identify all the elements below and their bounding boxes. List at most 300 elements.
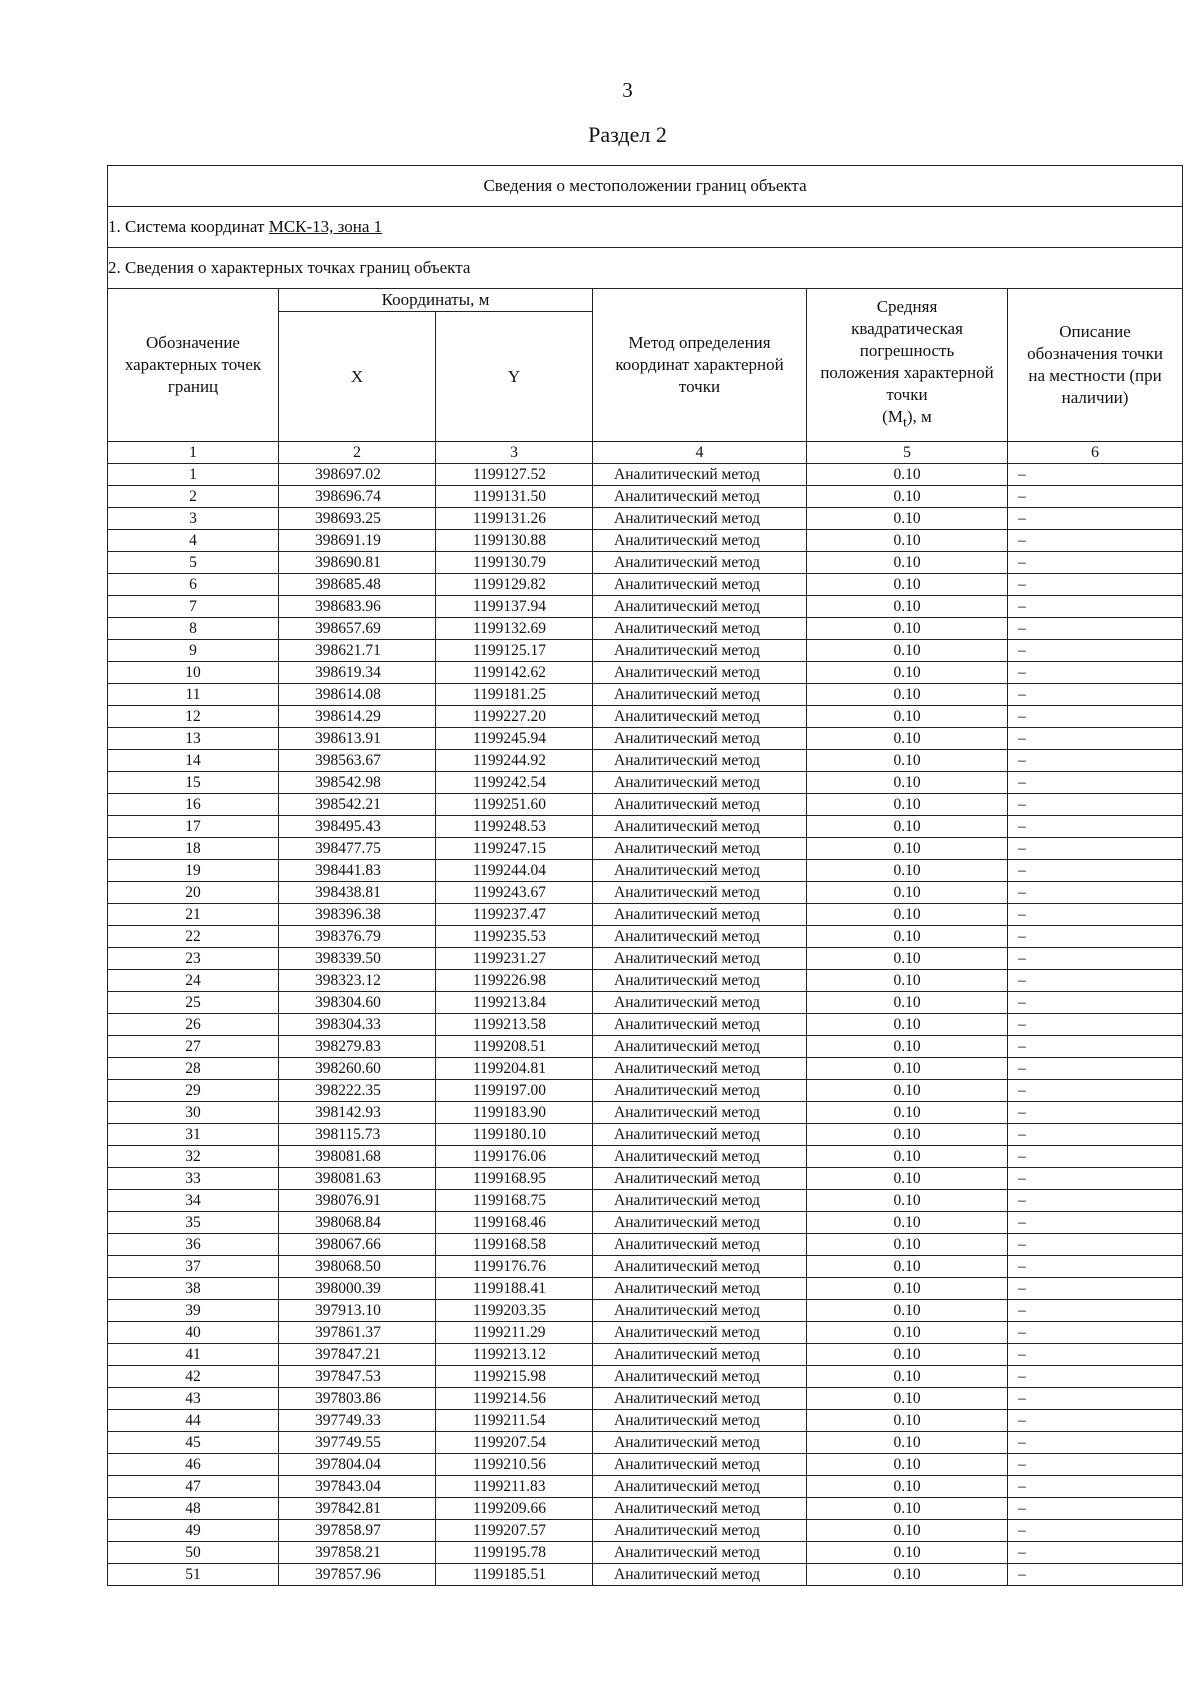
method-cell: Аналитический метод <box>593 1498 807 1520</box>
table-row <box>108 1124 1183 1146</box>
method-cell: Аналитический метод <box>593 838 807 860</box>
error-cell: 0.10 <box>807 574 1008 596</box>
description-cell: – <box>1008 1102 1183 1124</box>
x-coordinate-cell: 398067.66 <box>279 1234 436 1256</box>
method-cell: Аналитический метод <box>593 684 807 706</box>
point-id-cell: 7 <box>108 596 279 618</box>
point-id-cell: 9 <box>108 640 279 662</box>
method-cell: Аналитический метод <box>593 860 807 882</box>
error-cell: 0.10 <box>807 1168 1008 1190</box>
x-coordinate-cell: 397913.10 <box>279 1300 436 1322</box>
y-coordinate-cell: 1199248.53 <box>436 816 593 838</box>
method-cell: Аналитический метод <box>593 1058 807 1080</box>
method-cell: Аналитический метод <box>593 728 807 750</box>
x-coordinate-cell: 398279.83 <box>279 1036 436 1058</box>
description-cell: – <box>1008 970 1183 992</box>
error-cell: 0.10 <box>807 816 1008 838</box>
error-cell: 0.10 <box>807 1300 1008 1322</box>
description-cell: – <box>1008 750 1183 772</box>
description-cell: – <box>1008 618 1183 640</box>
y-coordinate-cell: 1199242.54 <box>436 772 593 794</box>
header-description: Описание обозначения точки на местности (при наличии) <box>1008 289 1183 442</box>
method-cell: Аналитический метод <box>593 1102 807 1124</box>
table-row <box>108 508 1183 530</box>
x-coordinate-cell: 397861.37 <box>279 1322 436 1344</box>
error-cell: 0.10 <box>807 860 1008 882</box>
method-cell: Аналитический метод <box>593 1476 807 1498</box>
error-cell: 0.10 <box>807 1520 1008 1542</box>
table-row <box>108 1036 1183 1058</box>
description-cell: – <box>1008 1300 1183 1322</box>
point-id-cell: 6 <box>108 574 279 596</box>
table-row <box>108 684 1183 706</box>
error-cell: 0.10 <box>807 486 1008 508</box>
description-cell: – <box>1008 1146 1183 1168</box>
y-coordinate-cell: 1199125.17 <box>436 640 593 662</box>
description-cell: – <box>1008 1498 1183 1520</box>
method-cell: Аналитический метод <box>593 574 807 596</box>
y-coordinate-cell: 1199137.94 <box>436 596 593 618</box>
y-coordinate-cell: 1199211.29 <box>436 1322 593 1344</box>
y-coordinate-cell: 1199214.56 <box>436 1388 593 1410</box>
points-heading-row <box>108 248 1183 289</box>
description-cell: – <box>1008 1344 1183 1366</box>
point-id-cell: 4 <box>108 530 279 552</box>
error-cell: 0.10 <box>807 992 1008 1014</box>
table-row <box>108 992 1183 1014</box>
y-coordinate-cell: 1199131.50 <box>436 486 593 508</box>
point-id-cell: 41 <box>108 1344 279 1366</box>
method-cell: Аналитический метод <box>593 992 807 1014</box>
error-cell: 0.10 <box>807 838 1008 860</box>
y-coordinate-cell: 1199213.84 <box>436 992 593 1014</box>
y-coordinate-cell: 1199183.90 <box>436 1102 593 1124</box>
x-coordinate-cell: 397749.33 <box>279 1410 436 1432</box>
point-id-cell: 18 <box>108 838 279 860</box>
x-coordinate-cell: 398563.67 <box>279 750 436 772</box>
point-id-cell: 46 <box>108 1454 279 1476</box>
table-row <box>108 1102 1183 1124</box>
method-cell: Аналитический метод <box>593 1036 807 1058</box>
table-row <box>108 860 1183 882</box>
error-cell: 0.10 <box>807 1234 1008 1256</box>
y-coordinate-cell: 1199195.78 <box>436 1542 593 1564</box>
method-cell: Аналитический метод <box>593 706 807 728</box>
table-title: Сведения о местоположении границ объекта <box>108 166 1183 207</box>
description-cell: – <box>1008 1322 1183 1344</box>
error-cell: 0.10 <box>807 1190 1008 1212</box>
y-coordinate-cell: 1199209.66 <box>436 1498 593 1520</box>
column-number: 1 <box>108 442 279 464</box>
method-cell: Аналитический метод <box>593 1366 807 1388</box>
x-coordinate-cell: 397858.21 <box>279 1542 436 1564</box>
x-coordinate-cell: 397847.21 <box>279 1344 436 1366</box>
point-id-cell: 2 <box>108 486 279 508</box>
table-row <box>108 1256 1183 1278</box>
description-cell: – <box>1008 706 1183 728</box>
x-coordinate-cell: 397842.81 <box>279 1498 436 1520</box>
point-id-cell: 33 <box>108 1168 279 1190</box>
x-coordinate-cell: 398076.91 <box>279 1190 436 1212</box>
y-coordinate-cell: 1199213.58 <box>436 1014 593 1036</box>
header-y: Y <box>436 312 593 442</box>
header-error-text: Средняя квадратическая погрешность положения характерной точки <box>820 297 994 405</box>
point-id-cell: 35 <box>108 1212 279 1234</box>
method-cell: Аналитический метод <box>593 1520 807 1542</box>
table-row <box>108 574 1183 596</box>
x-coordinate-cell: 398396.38 <box>279 904 436 926</box>
description-cell: – <box>1008 552 1183 574</box>
error-cell: 0.10 <box>807 706 1008 728</box>
error-cell: 0.10 <box>807 1366 1008 1388</box>
table-row <box>108 904 1183 926</box>
method-cell: Аналитический метод <box>593 750 807 772</box>
description-cell: – <box>1008 596 1183 618</box>
table-row <box>108 530 1183 552</box>
coord-system-label: 1. Система координат <box>108 217 265 236</box>
error-cell: 0.10 <box>807 662 1008 684</box>
method-cell: Аналитический метод <box>593 1454 807 1476</box>
description-cell: – <box>1008 1124 1183 1146</box>
point-id-cell: 42 <box>108 1366 279 1388</box>
description-cell: – <box>1008 1564 1183 1586</box>
description-cell: – <box>1008 684 1183 706</box>
x-coordinate-cell: 398068.84 <box>279 1212 436 1234</box>
x-coordinate-cell: 398693.25 <box>279 508 436 530</box>
point-id-cell: 50 <box>108 1542 279 1564</box>
y-coordinate-cell: 1199204.81 <box>436 1058 593 1080</box>
description-cell: – <box>1008 816 1183 838</box>
y-coordinate-cell: 1199244.04 <box>436 860 593 882</box>
y-coordinate-cell: 1199231.27 <box>436 948 593 970</box>
column-number: 5 <box>807 442 1008 464</box>
error-cell: 0.10 <box>807 618 1008 640</box>
description-cell: – <box>1008 838 1183 860</box>
method-cell: Аналитический метод <box>593 1410 807 1432</box>
error-cell: 0.10 <box>807 1344 1008 1366</box>
x-coordinate-cell: 398657.69 <box>279 618 436 640</box>
method-cell: Аналитический метод <box>593 1168 807 1190</box>
point-id-cell: 12 <box>108 706 279 728</box>
table-row <box>108 706 1183 728</box>
y-coordinate-cell: 1199251.60 <box>436 794 593 816</box>
description-cell: – <box>1008 662 1183 684</box>
y-coordinate-cell: 1199244.92 <box>436 750 593 772</box>
method-cell: Аналитический метод <box>593 1256 807 1278</box>
description-cell: – <box>1008 1168 1183 1190</box>
method-cell: Аналитический метод <box>593 1146 807 1168</box>
y-coordinate-cell: 1199168.95 <box>436 1168 593 1190</box>
error-cell: 0.10 <box>807 970 1008 992</box>
method-cell: Аналитический метод <box>593 662 807 684</box>
y-coordinate-cell: 1199207.57 <box>436 1520 593 1542</box>
y-coordinate-cell: 1199132.69 <box>436 618 593 640</box>
table-title-row <box>108 166 1183 207</box>
page-number: 3 <box>622 78 633 102</box>
error-cell: 0.10 <box>807 1454 1008 1476</box>
error-cell: 0.10 <box>807 1564 1008 1586</box>
error-cell: 0.10 <box>807 1322 1008 1344</box>
table-row <box>108 1476 1183 1498</box>
method-cell: Аналитический метод <box>593 1212 807 1234</box>
x-coordinate-cell: 398260.60 <box>279 1058 436 1080</box>
y-coordinate-cell: 1199181.25 <box>436 684 593 706</box>
y-coordinate-cell: 1199210.56 <box>436 1454 593 1476</box>
method-cell: Аналитический метод <box>593 904 807 926</box>
method-cell: Аналитический метод <box>593 1234 807 1256</box>
point-id-cell: 10 <box>108 662 279 684</box>
table-row <box>108 1300 1183 1322</box>
table-row <box>108 464 1183 486</box>
table-row <box>108 662 1183 684</box>
table-row <box>108 1498 1183 1520</box>
point-id-cell: 13 <box>108 728 279 750</box>
point-id-cell: 19 <box>108 860 279 882</box>
method-cell: Аналитический метод <box>593 1322 807 1344</box>
table-row <box>108 1454 1183 1476</box>
y-coordinate-cell: 1199203.35 <box>436 1300 593 1322</box>
description-cell: – <box>1008 1432 1183 1454</box>
error-cell: 0.10 <box>807 1476 1008 1498</box>
method-cell: Аналитический метод <box>593 552 807 574</box>
x-coordinate-cell: 398376.79 <box>279 926 436 948</box>
coord-system-row <box>108 207 1183 248</box>
point-id-cell: 29 <box>108 1080 279 1102</box>
point-id-cell: 8 <box>108 618 279 640</box>
table-row <box>108 640 1183 662</box>
x-coordinate-cell: 398142.93 <box>279 1102 436 1124</box>
error-cell: 0.10 <box>807 1036 1008 1058</box>
x-coordinate-cell: 398222.35 <box>279 1080 436 1102</box>
point-id-cell: 25 <box>108 992 279 1014</box>
y-coordinate-cell: 1199227.20 <box>436 706 593 728</box>
table-row <box>108 926 1183 948</box>
method-cell: Аналитический метод <box>593 1300 807 1322</box>
x-coordinate-cell: 397843.04 <box>279 1476 436 1498</box>
x-coordinate-cell: 398542.98 <box>279 772 436 794</box>
y-coordinate-cell: 1199168.58 <box>436 1234 593 1256</box>
header-coordinates: Координаты, м <box>279 289 593 312</box>
y-coordinate-cell: 1199197.00 <box>436 1080 593 1102</box>
y-coordinate-cell: 1199168.75 <box>436 1190 593 1212</box>
error-cell: 0.10 <box>807 882 1008 904</box>
table-row <box>108 1542 1183 1564</box>
description-cell: – <box>1008 728 1183 750</box>
x-coordinate-cell: 398542.21 <box>279 794 436 816</box>
header-designation: Обозначение характерных точек границ <box>108 289 279 442</box>
point-id-cell: 21 <box>108 904 279 926</box>
description-cell: – <box>1008 1190 1183 1212</box>
description-cell: – <box>1008 508 1183 530</box>
error-cell: 0.10 <box>807 948 1008 970</box>
method-cell: Аналитический метод <box>593 1190 807 1212</box>
x-coordinate-cell: 398621.71 <box>279 640 436 662</box>
point-id-cell: 48 <box>108 1498 279 1520</box>
x-coordinate-cell: 398614.08 <box>279 684 436 706</box>
description-cell: – <box>1008 1520 1183 1542</box>
x-coordinate-cell: 398690.81 <box>279 552 436 574</box>
y-coordinate-cell: 1199188.41 <box>436 1278 593 1300</box>
x-coordinate-cell: 397857.96 <box>279 1564 436 1586</box>
x-coordinate-cell: 397847.53 <box>279 1366 436 1388</box>
x-coordinate-cell: 398323.12 <box>279 970 436 992</box>
table-row <box>108 1190 1183 1212</box>
column-number-row <box>108 442 1183 464</box>
y-coordinate-cell: 1199131.26 <box>436 508 593 530</box>
method-cell: Аналитический метод <box>593 618 807 640</box>
header-error-unit: ), м <box>906 407 932 427</box>
table-row <box>108 1520 1183 1542</box>
y-coordinate-cell: 1199213.12 <box>436 1344 593 1366</box>
y-coordinate-cell: 1199211.54 <box>436 1410 593 1432</box>
point-id-cell: 23 <box>108 948 279 970</box>
method-cell: Аналитический метод <box>593 1124 807 1146</box>
x-coordinate-cell: 398697.02 <box>279 464 436 486</box>
table-row <box>108 1432 1183 1454</box>
error-cell: 0.10 <box>807 1102 1008 1124</box>
x-coordinate-cell: 398619.34 <box>279 662 436 684</box>
point-id-cell: 32 <box>108 1146 279 1168</box>
error-cell: 0.10 <box>807 464 1008 486</box>
point-id-cell: 30 <box>108 1102 279 1124</box>
y-coordinate-cell: 1199235.53 <box>436 926 593 948</box>
description-cell: – <box>1008 772 1183 794</box>
error-cell: 0.10 <box>807 1014 1008 1036</box>
table-row <box>108 750 1183 772</box>
error-cell: 0.10 <box>807 1388 1008 1410</box>
y-coordinate-cell: 1199226.98 <box>436 970 593 992</box>
error-cell: 0.10 <box>807 1256 1008 1278</box>
description-cell: – <box>1008 904 1183 926</box>
description-cell: – <box>1008 640 1183 662</box>
description-cell: – <box>1008 926 1183 948</box>
method-cell: Аналитический метод <box>593 464 807 486</box>
point-id-cell: 22 <box>108 926 279 948</box>
point-id-cell: 14 <box>108 750 279 772</box>
table-row <box>108 1278 1183 1300</box>
points-heading: 2. Сведения о характерных точках границ объекта <box>108 248 1183 289</box>
point-id-cell: 40 <box>108 1322 279 1344</box>
table-row <box>108 486 1183 508</box>
error-cell: 0.10 <box>807 508 1008 530</box>
table-row <box>108 1168 1183 1190</box>
table-row <box>108 1388 1183 1410</box>
table-row <box>108 1344 1183 1366</box>
y-coordinate-cell: 1199247.15 <box>436 838 593 860</box>
column-number: 6 <box>1008 442 1183 464</box>
x-coordinate-cell: 398115.73 <box>279 1124 436 1146</box>
x-coordinate-cell: 398339.50 <box>279 948 436 970</box>
error-cell: 0.10 <box>807 750 1008 772</box>
section-title: Раздел 2 <box>588 122 667 147</box>
header-row-1 <box>108 289 1183 312</box>
x-coordinate-cell: 398691.19 <box>279 530 436 552</box>
method-cell: Аналитический метод <box>593 794 807 816</box>
y-coordinate-cell: 1199130.88 <box>436 530 593 552</box>
error-cell: 0.10 <box>807 1278 1008 1300</box>
point-id-cell: 36 <box>108 1234 279 1256</box>
description-cell: – <box>1008 882 1183 904</box>
x-coordinate-cell: 397858.97 <box>279 1520 436 1542</box>
method-cell: Аналитический метод <box>593 1564 807 1586</box>
point-id-cell: 47 <box>108 1476 279 1498</box>
method-cell: Аналитический метод <box>593 1542 807 1564</box>
method-cell: Аналитический метод <box>593 926 807 948</box>
point-id-cell: 26 <box>108 1014 279 1036</box>
description-cell: – <box>1008 794 1183 816</box>
coord-system-value: МСК-13, зона 1 <box>268 217 383 236</box>
error-cell: 0.10 <box>807 1410 1008 1432</box>
point-id-cell: 45 <box>108 1432 279 1454</box>
table-row <box>108 882 1183 904</box>
point-id-cell: 5 <box>108 552 279 574</box>
y-coordinate-cell: 1199176.76 <box>436 1256 593 1278</box>
header-error-sub: t <box>902 414 907 431</box>
table-row <box>108 816 1183 838</box>
point-id-cell: 24 <box>108 970 279 992</box>
table-row <box>108 1212 1183 1234</box>
point-id-cell: 1 <box>108 464 279 486</box>
method-cell: Аналитический метод <box>593 816 807 838</box>
point-id-cell: 51 <box>108 1564 279 1586</box>
x-coordinate-cell: 398068.50 <box>279 1256 436 1278</box>
x-coordinate-cell: 397804.04 <box>279 1454 436 1476</box>
method-cell: Аналитический метод <box>593 1432 807 1454</box>
method-cell: Аналитический метод <box>593 596 807 618</box>
x-coordinate-cell: 398441.83 <box>279 860 436 882</box>
error-cell: 0.10 <box>807 640 1008 662</box>
description-cell: – <box>1008 1388 1183 1410</box>
error-cell: 0.10 <box>807 1080 1008 1102</box>
x-coordinate-cell: 398685.48 <box>279 574 436 596</box>
x-coordinate-cell: 398081.68 <box>279 1146 436 1168</box>
table-row <box>108 970 1183 992</box>
y-coordinate-cell: 1199127.52 <box>436 464 593 486</box>
table-row <box>108 618 1183 640</box>
table-row <box>108 948 1183 970</box>
point-id-cell: 17 <box>108 816 279 838</box>
point-id-cell: 31 <box>108 1124 279 1146</box>
x-coordinate-cell: 398683.96 <box>279 596 436 618</box>
method-cell: Аналитический метод <box>593 1080 807 1102</box>
x-coordinate-cell: 398081.63 <box>279 1168 436 1190</box>
point-id-cell: 39 <box>108 1300 279 1322</box>
method-cell: Аналитический метод <box>593 640 807 662</box>
point-id-cell: 44 <box>108 1410 279 1432</box>
y-coordinate-cell: 1199168.46 <box>436 1212 593 1234</box>
error-cell: 0.10 <box>807 1212 1008 1234</box>
method-cell: Аналитический метод <box>593 508 807 530</box>
table-row <box>108 1564 1183 1586</box>
y-coordinate-cell: 1199129.82 <box>436 574 593 596</box>
x-coordinate-cell: 398495.43 <box>279 816 436 838</box>
method-cell: Аналитический метод <box>593 1388 807 1410</box>
point-id-cell: 43 <box>108 1388 279 1410</box>
error-cell: 0.10 <box>807 1542 1008 1564</box>
table-row <box>108 772 1183 794</box>
description-cell: – <box>1008 948 1183 970</box>
description-cell: – <box>1008 1410 1183 1432</box>
x-coordinate-cell: 397749.55 <box>279 1432 436 1454</box>
point-id-cell: 28 <box>108 1058 279 1080</box>
y-coordinate-cell: 1199185.51 <box>436 1564 593 1586</box>
x-coordinate-cell: 397803.86 <box>279 1388 436 1410</box>
y-coordinate-cell: 1199245.94 <box>436 728 593 750</box>
x-coordinate-cell: 398477.75 <box>279 838 436 860</box>
y-coordinate-cell: 1199176.06 <box>436 1146 593 1168</box>
table-row <box>108 596 1183 618</box>
y-coordinate-cell: 1199180.10 <box>436 1124 593 1146</box>
